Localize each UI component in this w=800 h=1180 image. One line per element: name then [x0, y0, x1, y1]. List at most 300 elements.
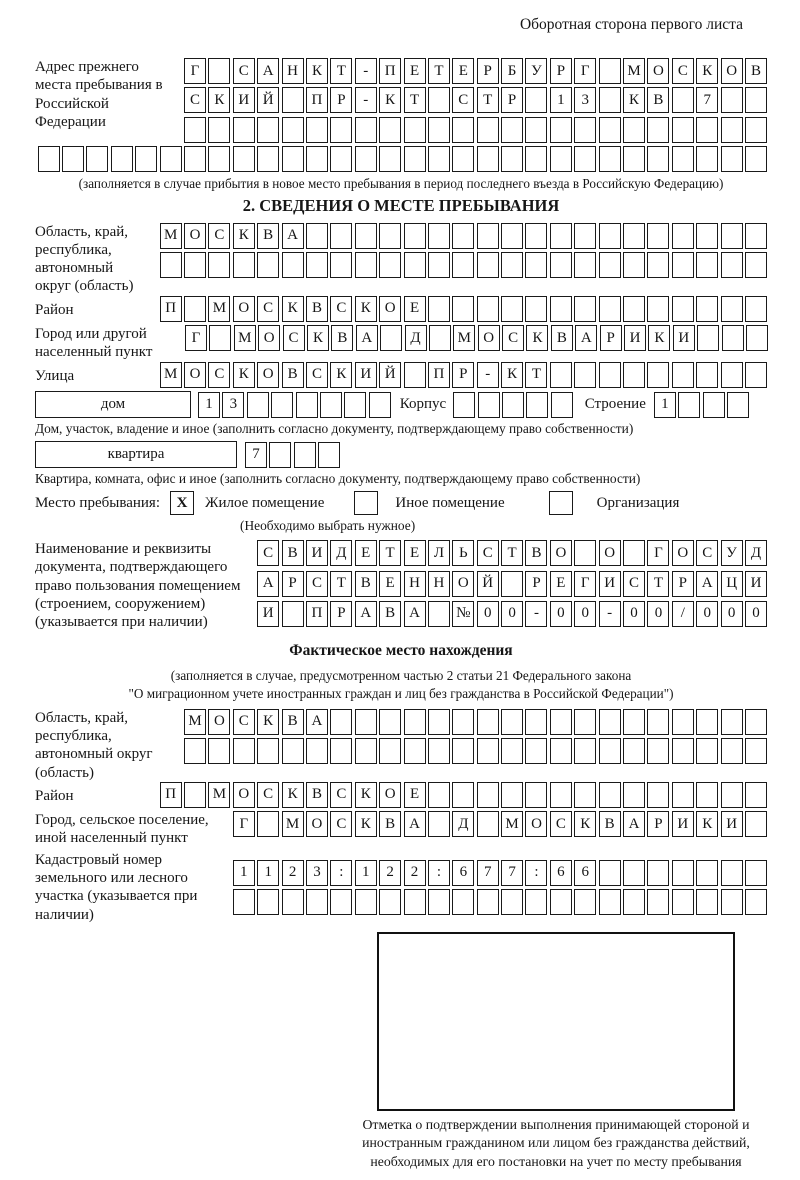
char-cell[interactable] — [257, 811, 279, 837]
char-cell[interactable] — [599, 87, 621, 113]
char-cell[interactable] — [721, 782, 743, 808]
char-cell[interactable]: К — [501, 362, 523, 388]
char-cell[interactable] — [647, 889, 669, 915]
char-cell[interactable] — [330, 252, 352, 278]
char-cell[interactable] — [380, 325, 402, 351]
char-cell[interactable] — [452, 738, 474, 764]
char-cell[interactable]: Д — [745, 540, 767, 566]
char-cell[interactable] — [330, 223, 352, 249]
char-cell[interactable]: К — [355, 811, 377, 837]
char-cell[interactable] — [574, 146, 596, 172]
char-cell[interactable] — [330, 738, 352, 764]
char-cell[interactable]: Р — [330, 87, 352, 113]
char-cell[interactable]: М — [501, 811, 523, 837]
char-cell[interactable]: Й — [477, 571, 499, 597]
char-cell[interactable]: : — [428, 860, 450, 886]
char-cell[interactable] — [745, 709, 767, 735]
char-cell[interactable] — [379, 889, 401, 915]
char-cell[interactable]: В — [257, 223, 279, 249]
char-cell[interactable] — [296, 392, 318, 418]
char-cell[interactable]: О — [647, 58, 669, 84]
char-cell[interactable] — [478, 392, 500, 418]
char-cell[interactable]: А — [623, 811, 645, 837]
char-cell[interactable] — [551, 392, 573, 418]
char-cell[interactable] — [282, 117, 304, 143]
char-cell[interactable] — [623, 252, 645, 278]
char-cell[interactable]: О — [258, 325, 280, 351]
char-cell[interactable] — [745, 223, 767, 249]
char-cell[interactable] — [111, 146, 133, 172]
char-cell[interactable]: Е — [355, 540, 377, 566]
char-cell[interactable]: В — [379, 601, 401, 627]
char-cell[interactable] — [282, 601, 304, 627]
char-cell[interactable] — [574, 709, 596, 735]
char-cell[interactable]: 1 — [550, 87, 572, 113]
char-cell[interactable] — [599, 709, 621, 735]
char-cell[interactable] — [678, 392, 700, 418]
char-cell[interactable] — [599, 58, 621, 84]
char-cell[interactable]: В — [551, 325, 573, 351]
char-cell[interactable]: К — [355, 296, 377, 322]
char-cell[interactable]: Р — [647, 811, 669, 837]
char-cell[interactable] — [696, 296, 718, 322]
char-cell[interactable]: М — [160, 362, 182, 388]
char-cell[interactable]: Д — [405, 325, 427, 351]
char-cell[interactable] — [306, 889, 328, 915]
char-cell[interactable] — [355, 146, 377, 172]
char-cell[interactable]: 3 — [222, 392, 244, 418]
char-cell[interactable]: 0 — [647, 601, 669, 627]
char-cell[interactable] — [453, 392, 475, 418]
char-cell[interactable]: Р — [282, 571, 304, 597]
char-cell[interactable]: 1 — [233, 860, 255, 886]
char-cell[interactable] — [647, 117, 669, 143]
char-cell[interactable]: М — [208, 782, 230, 808]
char-cell[interactable] — [672, 146, 694, 172]
char-cell[interactable] — [574, 889, 596, 915]
char-cell[interactable]: О — [233, 296, 255, 322]
char-cell[interactable]: В — [525, 540, 547, 566]
char-cell[interactable] — [574, 362, 596, 388]
char-cell[interactable] — [257, 252, 279, 278]
char-cell[interactable] — [502, 392, 524, 418]
char-cell[interactable]: 2 — [282, 860, 304, 886]
char-cell[interactable] — [696, 738, 718, 764]
char-cell[interactable]: Т — [428, 58, 450, 84]
char-cell[interactable] — [501, 146, 523, 172]
char-cell[interactable] — [257, 146, 279, 172]
char-cell[interactable] — [452, 117, 474, 143]
char-cell[interactable] — [623, 223, 645, 249]
char-cell[interactable]: В — [282, 362, 304, 388]
char-cell[interactable]: К — [696, 811, 718, 837]
char-cell[interactable] — [672, 782, 694, 808]
char-cell[interactable] — [721, 252, 743, 278]
char-cell[interactable]: М — [160, 223, 182, 249]
char-cell[interactable]: 6 — [574, 860, 596, 886]
char-cell[interactable]: К — [379, 87, 401, 113]
char-cell[interactable]: Ц — [721, 571, 743, 597]
char-cell[interactable]: И — [624, 325, 646, 351]
char-cell[interactable] — [428, 146, 450, 172]
char-cell[interactable]: У — [525, 58, 547, 84]
char-cell[interactable] — [477, 889, 499, 915]
char-cell[interactable] — [721, 117, 743, 143]
char-cell[interactable]: Р — [330, 601, 352, 627]
char-cell[interactable]: А — [575, 325, 597, 351]
char-cell[interactable] — [647, 296, 669, 322]
char-cell[interactable] — [404, 146, 426, 172]
char-cell[interactable] — [477, 782, 499, 808]
char-cell[interactable] — [428, 296, 450, 322]
char-cell[interactable]: Г — [185, 325, 207, 351]
char-cell[interactable] — [428, 709, 450, 735]
char-cell[interactable] — [477, 223, 499, 249]
char-cell[interactable] — [184, 296, 206, 322]
char-cell[interactable]: Д — [452, 811, 474, 837]
char-cell[interactable] — [672, 87, 694, 113]
char-cell[interactable]: Д — [330, 540, 352, 566]
char-cell[interactable]: Н — [282, 58, 304, 84]
char-cell[interactable] — [623, 146, 645, 172]
char-cell[interactable]: О — [257, 362, 279, 388]
char-cell[interactable] — [355, 252, 377, 278]
char-cell[interactable] — [379, 252, 401, 278]
char-cell[interactable]: 6 — [452, 860, 474, 886]
char-cell[interactable]: П — [160, 296, 182, 322]
char-cell[interactable] — [501, 709, 523, 735]
char-cell[interactable]: С — [696, 540, 718, 566]
char-cell[interactable] — [282, 738, 304, 764]
char-cell[interactable]: М — [208, 296, 230, 322]
char-cell[interactable] — [746, 325, 768, 351]
char-cell[interactable] — [623, 117, 645, 143]
char-cell[interactable]: Й — [379, 362, 401, 388]
char-cell[interactable] — [282, 87, 304, 113]
char-cell[interactable]: В — [282, 709, 304, 735]
char-cell[interactable] — [647, 223, 669, 249]
char-cell[interactable]: 0 — [550, 601, 572, 627]
char-cell[interactable] — [745, 738, 767, 764]
char-cell[interactable] — [525, 87, 547, 113]
char-cell[interactable] — [477, 296, 499, 322]
char-cell[interactable]: А — [404, 811, 426, 837]
char-cell[interactable] — [696, 889, 718, 915]
char-cell[interactable]: 1 — [257, 860, 279, 886]
checkbox-residential[interactable]: X — [170, 491, 194, 515]
char-cell[interactable]: Е — [404, 782, 426, 808]
char-cell[interactable] — [599, 223, 621, 249]
char-cell[interactable]: К — [233, 362, 255, 388]
char-cell[interactable] — [696, 782, 718, 808]
char-cell[interactable]: Л — [428, 540, 450, 566]
char-cell[interactable] — [233, 117, 255, 143]
char-cell[interactable] — [745, 889, 767, 915]
char-cell[interactable]: А — [696, 571, 718, 597]
char-cell[interactable] — [282, 252, 304, 278]
char-cell[interactable]: Р — [550, 58, 572, 84]
char-cell[interactable] — [525, 709, 547, 735]
char-cell[interactable]: П — [160, 782, 182, 808]
char-cell[interactable] — [233, 738, 255, 764]
char-cell[interactable] — [428, 252, 450, 278]
char-cell[interactable]: К — [526, 325, 548, 351]
char-cell[interactable]: О — [525, 811, 547, 837]
char-cell[interactable] — [233, 252, 255, 278]
char-cell[interactable]: К — [306, 58, 328, 84]
char-cell[interactable] — [160, 146, 182, 172]
char-cell[interactable] — [247, 392, 269, 418]
char-cell[interactable]: С — [550, 811, 572, 837]
char-cell[interactable] — [550, 782, 572, 808]
char-cell[interactable] — [672, 223, 694, 249]
char-cell[interactable] — [672, 860, 694, 886]
char-cell[interactable] — [574, 782, 596, 808]
char-cell[interactable] — [550, 146, 572, 172]
char-cell[interactable] — [721, 296, 743, 322]
char-cell[interactable] — [208, 146, 230, 172]
char-cell[interactable]: Т — [330, 571, 352, 597]
char-cell[interactable] — [672, 889, 694, 915]
char-cell[interactable] — [745, 362, 767, 388]
char-cell[interactable] — [379, 709, 401, 735]
char-cell[interactable] — [429, 325, 451, 351]
char-cell[interactable] — [160, 252, 182, 278]
char-cell[interactable] — [574, 738, 596, 764]
char-cell[interactable]: С — [257, 782, 279, 808]
char-cell[interactable] — [721, 146, 743, 172]
char-cell[interactable] — [745, 811, 767, 837]
char-cell[interactable] — [501, 117, 523, 143]
char-cell[interactable] — [355, 223, 377, 249]
char-cell[interactable] — [501, 252, 523, 278]
char-cell[interactable]: Т — [647, 571, 669, 597]
char-cell[interactable] — [184, 117, 206, 143]
char-cell[interactable]: А — [306, 709, 328, 735]
char-cell[interactable] — [379, 223, 401, 249]
char-cell[interactable]: Р — [525, 571, 547, 597]
char-cell[interactable]: А — [404, 601, 426, 627]
char-cell[interactable]: К — [574, 811, 596, 837]
char-cell[interactable]: 2 — [404, 860, 426, 886]
char-cell[interactable] — [355, 709, 377, 735]
char-cell[interactable]: П — [379, 58, 401, 84]
char-cell[interactable]: 6 — [550, 860, 572, 886]
char-cell[interactable] — [209, 325, 231, 351]
char-cell[interactable]: 2 — [379, 860, 401, 886]
char-cell[interactable] — [184, 146, 206, 172]
char-cell[interactable] — [745, 146, 767, 172]
char-cell[interactable] — [452, 252, 474, 278]
char-cell[interactable]: Г — [184, 58, 206, 84]
char-cell[interactable] — [696, 223, 718, 249]
char-cell[interactable]: О — [599, 540, 621, 566]
char-cell[interactable] — [452, 889, 474, 915]
char-cell[interactable] — [696, 117, 718, 143]
char-cell[interactable] — [428, 223, 450, 249]
char-cell[interactable]: М — [234, 325, 256, 351]
char-cell[interactable] — [501, 738, 523, 764]
char-cell[interactable]: 1 — [654, 392, 676, 418]
char-cell[interactable]: К — [648, 325, 670, 351]
char-cell[interactable]: И — [745, 571, 767, 597]
char-cell[interactable] — [574, 117, 596, 143]
char-cell[interactable]: 0 — [501, 601, 523, 627]
char-cell[interactable] — [428, 782, 450, 808]
char-cell[interactable]: - — [355, 87, 377, 113]
char-cell[interactable] — [647, 146, 669, 172]
char-cell[interactable] — [282, 146, 304, 172]
char-cell[interactable]: И — [721, 811, 743, 837]
char-cell[interactable]: К — [623, 87, 645, 113]
char-cell[interactable]: П — [306, 601, 328, 627]
char-cell[interactable] — [257, 738, 279, 764]
char-cell[interactable] — [745, 87, 767, 113]
char-cell[interactable] — [623, 296, 645, 322]
char-cell[interactable] — [647, 782, 669, 808]
char-cell[interactable]: Т — [379, 540, 401, 566]
char-cell[interactable] — [623, 540, 645, 566]
char-cell[interactable]: С — [257, 296, 279, 322]
char-cell[interactable] — [525, 252, 547, 278]
char-cell[interactable] — [550, 296, 572, 322]
char-cell[interactable] — [428, 738, 450, 764]
char-cell[interactable]: С — [477, 540, 499, 566]
char-cell[interactable] — [428, 811, 450, 837]
char-cell[interactable] — [745, 782, 767, 808]
char-cell[interactable]: И — [306, 540, 328, 566]
char-cell[interactable]: 0 — [721, 601, 743, 627]
char-cell[interactable]: Н — [404, 571, 426, 597]
char-cell[interactable] — [404, 252, 426, 278]
char-cell[interactable]: М — [623, 58, 645, 84]
char-cell[interactable]: Б — [501, 58, 523, 84]
char-cell[interactable] — [477, 252, 499, 278]
char-cell[interactable] — [574, 252, 596, 278]
char-cell[interactable]: 7 — [245, 442, 267, 468]
char-cell[interactable]: К — [696, 58, 718, 84]
char-cell[interactable] — [404, 738, 426, 764]
char-cell[interactable] — [721, 709, 743, 735]
char-cell[interactable]: 1 — [198, 392, 220, 418]
char-cell[interactable] — [184, 252, 206, 278]
char-cell[interactable] — [721, 889, 743, 915]
char-cell[interactable] — [330, 889, 352, 915]
char-cell[interactable]: Р — [477, 58, 499, 84]
char-cell[interactable]: О — [721, 58, 743, 84]
char-cell[interactable]: В — [599, 811, 621, 837]
char-cell[interactable]: Г — [574, 571, 596, 597]
char-cell[interactable] — [550, 889, 572, 915]
char-cell[interactable] — [294, 442, 316, 468]
char-cell[interactable]: - — [477, 362, 499, 388]
char-cell[interactable]: : — [330, 860, 352, 886]
char-cell[interactable]: Н — [428, 571, 450, 597]
char-cell[interactable] — [355, 117, 377, 143]
char-cell[interactable]: И — [599, 571, 621, 597]
char-cell[interactable] — [477, 146, 499, 172]
char-cell[interactable]: Т — [525, 362, 547, 388]
char-cell[interactable]: К — [282, 296, 304, 322]
char-cell[interactable] — [672, 117, 694, 143]
char-cell[interactable]: В — [355, 571, 377, 597]
char-cell[interactable] — [696, 362, 718, 388]
char-cell[interactable] — [574, 540, 596, 566]
char-cell[interactable] — [647, 738, 669, 764]
char-cell[interactable]: - — [525, 601, 547, 627]
char-cell[interactable]: В — [282, 540, 304, 566]
char-cell[interactable] — [526, 392, 548, 418]
char-cell[interactable]: 3 — [574, 87, 596, 113]
char-cell[interactable]: О — [379, 296, 401, 322]
char-cell[interactable]: 0 — [574, 601, 596, 627]
char-cell[interactable]: Р — [501, 87, 523, 113]
char-cell[interactable]: С — [502, 325, 524, 351]
char-cell[interactable]: О — [184, 362, 206, 388]
char-cell[interactable]: М — [184, 709, 206, 735]
char-cell[interactable]: О — [184, 223, 206, 249]
char-cell[interactable] — [721, 362, 743, 388]
char-cell[interactable]: С — [330, 782, 352, 808]
char-cell[interactable] — [355, 889, 377, 915]
char-cell[interactable]: Г — [574, 58, 596, 84]
char-cell[interactable]: / — [672, 601, 694, 627]
char-cell[interactable]: А — [257, 58, 279, 84]
char-cell[interactable]: К — [307, 325, 329, 351]
char-cell[interactable]: Г — [647, 540, 669, 566]
char-cell[interactable] — [233, 889, 255, 915]
char-cell[interactable] — [696, 146, 718, 172]
char-cell[interactable]: М — [453, 325, 475, 351]
char-cell[interactable] — [330, 146, 352, 172]
char-cell[interactable]: О — [379, 782, 401, 808]
char-cell[interactable] — [623, 709, 645, 735]
char-cell[interactable] — [404, 362, 426, 388]
char-cell[interactable] — [599, 738, 621, 764]
char-cell[interactable]: К — [257, 709, 279, 735]
char-cell[interactable] — [623, 738, 645, 764]
char-cell[interactable] — [623, 782, 645, 808]
char-cell[interactable]: С — [306, 571, 328, 597]
char-cell[interactable]: О — [478, 325, 500, 351]
char-cell[interactable] — [257, 889, 279, 915]
char-cell[interactable] — [257, 117, 279, 143]
char-cell[interactable]: А — [356, 325, 378, 351]
char-cell[interactable] — [379, 117, 401, 143]
char-cell[interactable]: 0 — [696, 601, 718, 627]
char-cell[interactable] — [599, 362, 621, 388]
char-cell[interactable]: С — [306, 362, 328, 388]
char-cell[interactable] — [369, 392, 391, 418]
char-cell[interactable]: А — [355, 601, 377, 627]
char-cell[interactable]: 1 — [355, 860, 377, 886]
char-cell[interactable] — [696, 252, 718, 278]
char-cell[interactable]: О — [306, 811, 328, 837]
char-cell[interactable]: Т — [330, 58, 352, 84]
char-cell[interactable] — [379, 146, 401, 172]
char-cell[interactable]: С — [452, 87, 474, 113]
char-cell[interactable]: - — [599, 601, 621, 627]
char-cell[interactable]: С — [283, 325, 305, 351]
char-cell[interactable] — [404, 223, 426, 249]
char-cell[interactable]: Р — [600, 325, 622, 351]
char-cell[interactable]: А — [282, 223, 304, 249]
checkbox-other-premises[interactable] — [354, 491, 378, 515]
char-cell[interactable] — [721, 860, 743, 886]
char-cell[interactable] — [672, 709, 694, 735]
char-cell[interactable]: 0 — [745, 601, 767, 627]
char-cell[interactable]: Т — [501, 540, 523, 566]
